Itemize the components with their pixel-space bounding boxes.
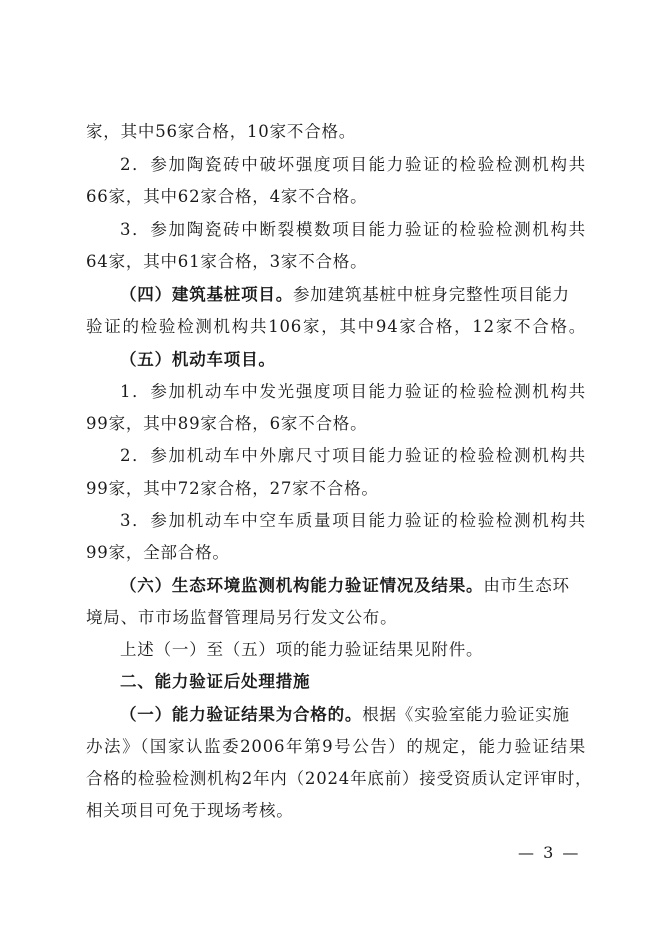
paragraph-line: 3．参加机动车中空车质量项目能力验证的检验检测机构共 (120, 511, 586, 530)
paragraph-line: 3．参加陶瓷砖中断裂模数项目能力验证的检验检测机构共 (120, 220, 586, 239)
sub-one-text: 根据《实验室能力验证实施 (362, 705, 570, 724)
sub-one-line (120, 705, 586, 725)
section-six-text: 由市生态环 (483, 576, 570, 595)
section-four-heading: （四）建筑基桩项目。 (120, 285, 293, 304)
paragraph-line: 1．参加机动车中发光强度项目能力验证的检验检测机构共 (120, 382, 586, 401)
paragraph-line: 合格的检验检测机构2年内（2024年底前）接受资质认定评审时， (86, 769, 593, 788)
paragraph-line: 64家，其中61家合格，3家不合格。 (86, 252, 368, 271)
section-six-line (120, 576, 586, 596)
paragraph-line: 验证的检验检测机构共106家，其中94家合格，12家不合格。 (86, 317, 586, 336)
paragraph-line: 99家，其中89家合格，6家不合格。 (86, 414, 368, 433)
section-four-text: 参加建筑基桩中桩身完整性项目能力 (293, 285, 570, 304)
paragraph-line: 99家，其中72家合格，27家不合格。 (86, 479, 379, 498)
summary-line: 上述（一）至（五）项的能力验证结果见附件。 (120, 640, 484, 659)
section-four-line (120, 285, 586, 305)
paragraph-line: 相关项目可免于现场考核。 (86, 801, 294, 820)
paragraph-line: 家，其中56家合格，10家不合格。 (86, 122, 357, 141)
page-number: — 3 — (518, 843, 581, 862)
paragraph-line: 99家，全部合格。 (86, 543, 230, 562)
paragraph-line: 2．参加陶瓷砖中破坏强度项目能力验证的检验检测机构共 (120, 155, 586, 174)
sub-one-heading: （一）能力验证结果为合格的。 (120, 705, 363, 724)
paragraph-line: 2．参加机动车中外廓尺寸项目能力验证的检验检测机构共 (120, 446, 586, 465)
section-six-heading: （六）生态环境监测机构能力验证情况及结果。 (120, 576, 484, 595)
paragraph-line: 66家，其中62家合格，4家不合格。 (86, 187, 368, 206)
section-five-heading: （五）机动车项目。 (120, 350, 276, 369)
paragraph-line: 办法》（国家认监委2006年第9号公告）的规定，能力验证结果 (86, 737, 586, 756)
part-two-heading: 二、能力验证后处理措施 (120, 672, 311, 691)
paragraph-line: 境局、市市场监督管理局另行发文公布。 (86, 608, 398, 627)
